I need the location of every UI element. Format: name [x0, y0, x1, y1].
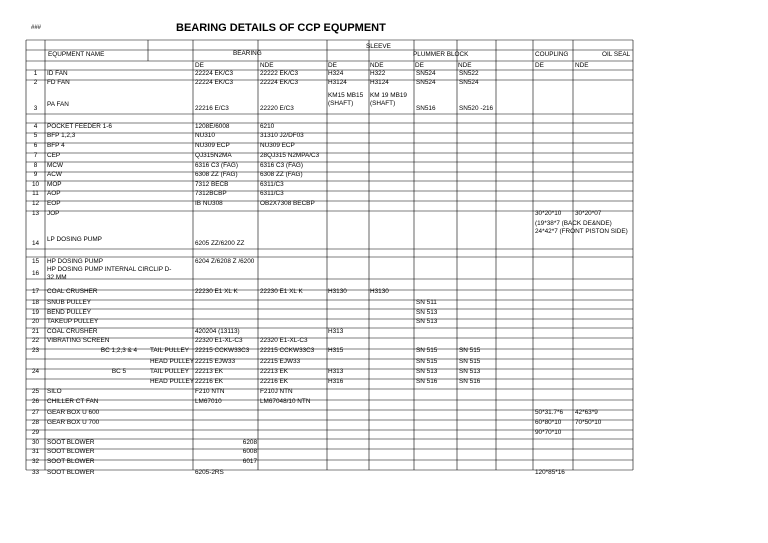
- oil-seal-nde[interactable]: 30*20*07: [575, 210, 602, 217]
- plummer-nde[interactable]: SN 515: [459, 358, 481, 365]
- bearing-de[interactable]: NU309 ECP: [195, 142, 230, 149]
- equipment-name[interactable]: GEAR BOX U 700: [47, 419, 100, 426]
- row-number[interactable]: 20: [31, 318, 40, 325]
- header-bearing-nde[interactable]: NDE: [260, 62, 274, 69]
- equipment-name[interactable]: VIBRATING SCREEN: [47, 337, 110, 344]
- row-number[interactable]: 14: [31, 240, 40, 247]
- equipment-name[interactable]: COAL CRUSHER: [47, 328, 98, 335]
- bearing-de[interactable]: 22224 EK/C3: [195, 79, 234, 86]
- bearing-de[interactable]: LM67010: [195, 398, 222, 405]
- row-number[interactable]: 27: [31, 409, 40, 416]
- bearing-nde[interactable]: 22224 EK/C3: [260, 79, 299, 86]
- bearing-nde[interactable]: NU309 ECP: [260, 142, 295, 149]
- equipment-name[interactable]: JOP: [47, 210, 60, 217]
- bearing-de[interactable]: 6208: [242, 439, 257, 446]
- bearing-de[interactable]: 1208E/6008: [195, 123, 230, 130]
- row-number[interactable]: 19: [31, 309, 40, 316]
- equipment-name[interactable]: ID FAN: [47, 70, 68, 77]
- oil-seal-de[interactable]: (19*38*7 (BACK DE&NDE) 24*42*7 (FRONT PISTON SIDE): [535, 220, 628, 235]
- plummer-nde[interactable]: SN524: [459, 79, 479, 86]
- plummer-nde[interactable]: SN 513: [459, 368, 481, 375]
- equipment-name[interactable]: FD FAN: [47, 79, 70, 86]
- header-equipment-name[interactable]: EQUPMENT NAME: [48, 51, 105, 58]
- bearing-nde[interactable]: 28QJ315 N2MPA/C3: [260, 152, 320, 159]
- row-number[interactable]: 8: [33, 162, 38, 169]
- pulley-type[interactable]: HEAD PULLEY: [150, 358, 195, 365]
- equipment-name[interactable]: BC 1,2,3 & 4: [100, 347, 138, 354]
- row-number[interactable]: 1: [33, 70, 38, 77]
- row-number[interactable]: 31: [31, 448, 40, 455]
- bearing-nde[interactable]: 6210: [260, 123, 275, 130]
- pulley-type[interactable]: HEAD PULLEY: [150, 378, 195, 385]
- header-sleeve-de[interactable]: DE: [328, 62, 337, 69]
- row-number[interactable]: 7: [33, 152, 38, 159]
- equipment-name[interactable]: BFP 1,2,3: [47, 132, 76, 139]
- row-number[interactable]: 26: [31, 398, 40, 405]
- plummer-de[interactable]: SN516: [416, 105, 436, 112]
- sheet-title[interactable]: BEARING DETAILS OF CCP EQUPMENT: [176, 22, 386, 34]
- sleeve-de[interactable]: H3130: [328, 288, 347, 295]
- equipment-name[interactable]: BEND PULLEY: [47, 309, 92, 316]
- bearing-de[interactable]: 7312 BECB: [195, 181, 229, 188]
- equipment-name[interactable]: POCKET FEEDER 1-6: [47, 123, 112, 130]
- header-oilseal-de[interactable]: DE: [535, 62, 544, 69]
- sleeve-de[interactable]: H313: [328, 328, 344, 335]
- bearing-nde[interactable]: 22220 E/C3: [260, 105, 294, 112]
- sleeve-nde[interactable]: KM 19 MB19 (SHAFT): [370, 92, 407, 107]
- header-sleeve-nde[interactable]: NDE: [370, 62, 384, 69]
- bearing-nde[interactable]: 6308 ZZ (FAG): [260, 171, 303, 178]
- row-number[interactable]: 11: [32, 190, 39, 197]
- sleeve-de[interactable]: H313: [328, 368, 344, 375]
- equipment-name[interactable]: SNUB PULLEY: [47, 299, 92, 306]
- row-number[interactable]: 3: [33, 105, 38, 112]
- row-number[interactable]: 28: [31, 419, 40, 426]
- equipment-name[interactable]: SILO: [47, 388, 62, 395]
- header-oilseal-nde[interactable]: NDE: [575, 62, 589, 69]
- bearing-de[interactable]: 22216 E/C3: [195, 105, 229, 112]
- sleeve-nde[interactable]: H3124: [370, 79, 389, 86]
- equipment-name[interactable]: HP DOSING PUMP: [47, 258, 103, 265]
- plummer-de[interactable]: SN 516: [416, 378, 438, 385]
- header-plummer-block[interactable]: PLUMMER BLOCK: [413, 51, 469, 58]
- plummer-de[interactable]: SN 513: [416, 368, 438, 375]
- sleeve-de[interactable]: KM15 MB15 (SHAFT): [328, 92, 364, 107]
- bearing-nde[interactable]: OB2X7308 BECBP: [260, 200, 315, 207]
- plummer-de[interactable]: SN 513: [416, 309, 438, 316]
- row-number[interactable]: 17: [31, 288, 40, 295]
- row-number[interactable]: 22: [31, 337, 40, 344]
- bearing-nde[interactable]: 22222 EK/C3: [260, 70, 299, 77]
- bearing-de[interactable]: 6308 ZZ (FAG): [195, 171, 238, 178]
- bearing-de[interactable]: 6008: [242, 448, 257, 455]
- bearing-nde[interactable]: LM67048/10 NTN: [260, 398, 311, 405]
- plummer-de[interactable]: SN 513: [416, 318, 438, 325]
- equipment-name[interactable]: SOOT BLOWER: [47, 448, 95, 455]
- sleeve-nde[interactable]: H322: [370, 70, 386, 77]
- equipment-name[interactable]: EOP: [47, 200, 61, 207]
- bearing-nde[interactable]: 22215 CCKW33C3: [260, 347, 315, 354]
- row-number[interactable]: 2: [33, 79, 38, 86]
- header-plummer-nde[interactable]: NDE: [458, 62, 472, 69]
- bearing-de[interactable]: 22215 CCKW33C3: [195, 347, 250, 354]
- bearing-nde[interactable]: F210J NTN: [260, 388, 293, 395]
- bearing-de[interactable]: 22215 EJW33: [195, 358, 236, 365]
- bearing-nde[interactable]: 22213 EK: [260, 368, 289, 375]
- header-oil-seal[interactable]: OIL SEAL: [602, 51, 631, 58]
- row-number[interactable]: 33: [31, 469, 40, 476]
- oil-seal-de[interactable]: 50*31.7*6: [535, 409, 564, 416]
- row-number[interactable]: 15: [31, 258, 40, 265]
- bearing-de[interactable]: 22224 EK/C3: [195, 70, 234, 77]
- bearing-de[interactable]: 6204 Z/6208 Z /6200: [195, 258, 255, 265]
- oil-seal-nde[interactable]: 42*63*9: [575, 409, 598, 416]
- bearing-de[interactable]: 6205-2RS: [195, 469, 224, 476]
- bearing-de[interactable]: IB NU308: [195, 200, 223, 207]
- row-number[interactable]: 25: [31, 388, 40, 395]
- plummer-de[interactable]: SN 515: [416, 347, 438, 354]
- header-coupling[interactable]: COUPLING: [535, 51, 569, 58]
- bearing-nde[interactable]: 22230 E1 XL K: [260, 288, 303, 295]
- equipment-name[interactable]: BFP 4: [47, 142, 65, 149]
- oil-seal-de[interactable]: 90*70*10: [535, 429, 562, 436]
- equipment-name[interactable]: ACW: [47, 171, 62, 178]
- equipment-name[interactable]: SOOT BLOWER: [47, 458, 95, 465]
- bearing-de[interactable]: 22213 EK: [195, 368, 224, 375]
- bearing-de[interactable]: 6017: [242, 458, 257, 465]
- row-number[interactable]: 10: [31, 181, 40, 188]
- row-number[interactable]: 18: [31, 299, 40, 306]
- header-bearing-de[interactable]: DE: [195, 62, 204, 69]
- sleeve-nde[interactable]: H3130: [370, 288, 389, 295]
- equipment-name[interactable]: PA FAN: [47, 101, 69, 108]
- pulley-type[interactable]: TAIL PULLEY: [150, 368, 190, 375]
- equipment-name[interactable]: BC 5: [111, 368, 127, 375]
- bearing-de[interactable]: QJ315N2MA: [195, 152, 232, 159]
- oil-seal-de[interactable]: 30*20*10: [535, 210, 562, 217]
- equipment-name[interactable]: MCW: [47, 162, 63, 169]
- row-number[interactable]: 6: [33, 142, 38, 149]
- header-plummer-de[interactable]: DE: [415, 62, 424, 69]
- row-number[interactable]: 29: [31, 429, 40, 436]
- equipment-name[interactable]: LP DOSING PUMP: [47, 236, 102, 243]
- row-number[interactable]: 9: [33, 171, 38, 178]
- row-number[interactable]: 30: [31, 439, 40, 446]
- equipment-name[interactable]: TAKEUP PULLEY: [47, 318, 99, 325]
- row-number[interactable]: 32: [31, 458, 40, 465]
- equipment-name[interactable]: CEP: [47, 152, 61, 159]
- sleeve-de[interactable]: H316: [328, 378, 344, 385]
- header-sleeve[interactable]: SLEEVE: [366, 43, 391, 50]
- row-number[interactable]: 23: [31, 347, 40, 354]
- oil-seal-de[interactable]: 60*80*10: [535, 419, 562, 426]
- header-bearing[interactable]: BEARING: [233, 50, 262, 57]
- plummer-nde[interactable]: SN520 -216: [459, 105, 494, 112]
- row-number[interactable]: 16: [31, 270, 40, 277]
- oil-seal-nde[interactable]: 70*50*10: [575, 419, 602, 426]
- row-number[interactable]: 21: [31, 328, 40, 335]
- sleeve-de[interactable]: H324: [328, 70, 344, 77]
- sleeve-de[interactable]: H3124: [328, 79, 347, 86]
- equipment-name[interactable]: COAL CRUSHER: [47, 288, 98, 295]
- bearing-nde[interactable]: 6316 C3 (FAG): [260, 162, 303, 169]
- bearing-de[interactable]: F210 NTN: [195, 388, 225, 395]
- row-number[interactable]: 12: [31, 200, 40, 207]
- plummer-de[interactable]: SN524: [416, 70, 436, 77]
- equipment-name[interactable]: CHILLER CT FAN: [47, 398, 99, 405]
- corner-cell[interactable]: ###: [31, 25, 42, 31]
- bearing-de[interactable]: 420204 (13113): [195, 328, 240, 335]
- bearing-de[interactable]: 22320 E1-XL-C3: [195, 337, 243, 344]
- equipment-name[interactable]: SOOT BLOWER: [47, 439, 95, 446]
- equipment-name[interactable]: HP DOSING PUMP INTERNAL CIRCLIP D-32 MM: [47, 266, 172, 281]
- oil-seal-de[interactable]: 120*85*16: [535, 469, 565, 476]
- bearing-nde[interactable]: 22216 EK: [260, 378, 289, 385]
- bearing-de[interactable]: 6205 ZZ/6200 ZZ: [195, 240, 245, 247]
- plummer-de[interactable]: SN 511: [416, 299, 437, 306]
- bearing-de[interactable]: 7312BCBP: [195, 190, 227, 197]
- bearing-nde[interactable]: 22215 EJW33: [260, 358, 301, 365]
- plummer-de[interactable]: SN 515: [416, 358, 438, 365]
- plummer-nde[interactable]: SN 516: [459, 378, 481, 385]
- bearing-nde[interactable]: 6311/C3: [260, 190, 284, 197]
- bearing-de[interactable]: NU310: [195, 132, 215, 139]
- sleeve-de[interactable]: H315: [328, 347, 344, 354]
- row-number[interactable]: 24: [31, 368, 40, 375]
- bearing-de[interactable]: 22230 E1 XL K: [195, 288, 238, 295]
- equipment-name[interactable]: AOP: [47, 190, 61, 197]
- equipment-name[interactable]: SOOT BLOWER: [47, 469, 95, 476]
- plummer-nde[interactable]: SN522: [459, 70, 479, 77]
- equipment-name[interactable]: MOP: [47, 181, 62, 188]
- row-number[interactable]: 4: [33, 123, 38, 130]
- bearing-nde[interactable]: 6311/C3: [260, 181, 284, 188]
- pulley-type[interactable]: TAIL PULLEY: [150, 347, 190, 354]
- plummer-nde[interactable]: SN 515: [459, 347, 481, 354]
- plummer-de[interactable]: SN524: [416, 79, 436, 86]
- equipment-name[interactable]: GEAR BOX U 600: [47, 409, 100, 416]
- bearing-nde[interactable]: 22320 E1-XL-C3: [260, 337, 308, 344]
- bearing-de[interactable]: 22216 EK: [195, 378, 224, 385]
- bearing-de[interactable]: 6316 C3 (FAG): [195, 162, 238, 169]
- row-number[interactable]: 5: [33, 132, 38, 139]
- row-number[interactable]: 13: [31, 210, 40, 217]
- bearing-nde[interactable]: 31310 J2/DF03: [260, 132, 304, 139]
